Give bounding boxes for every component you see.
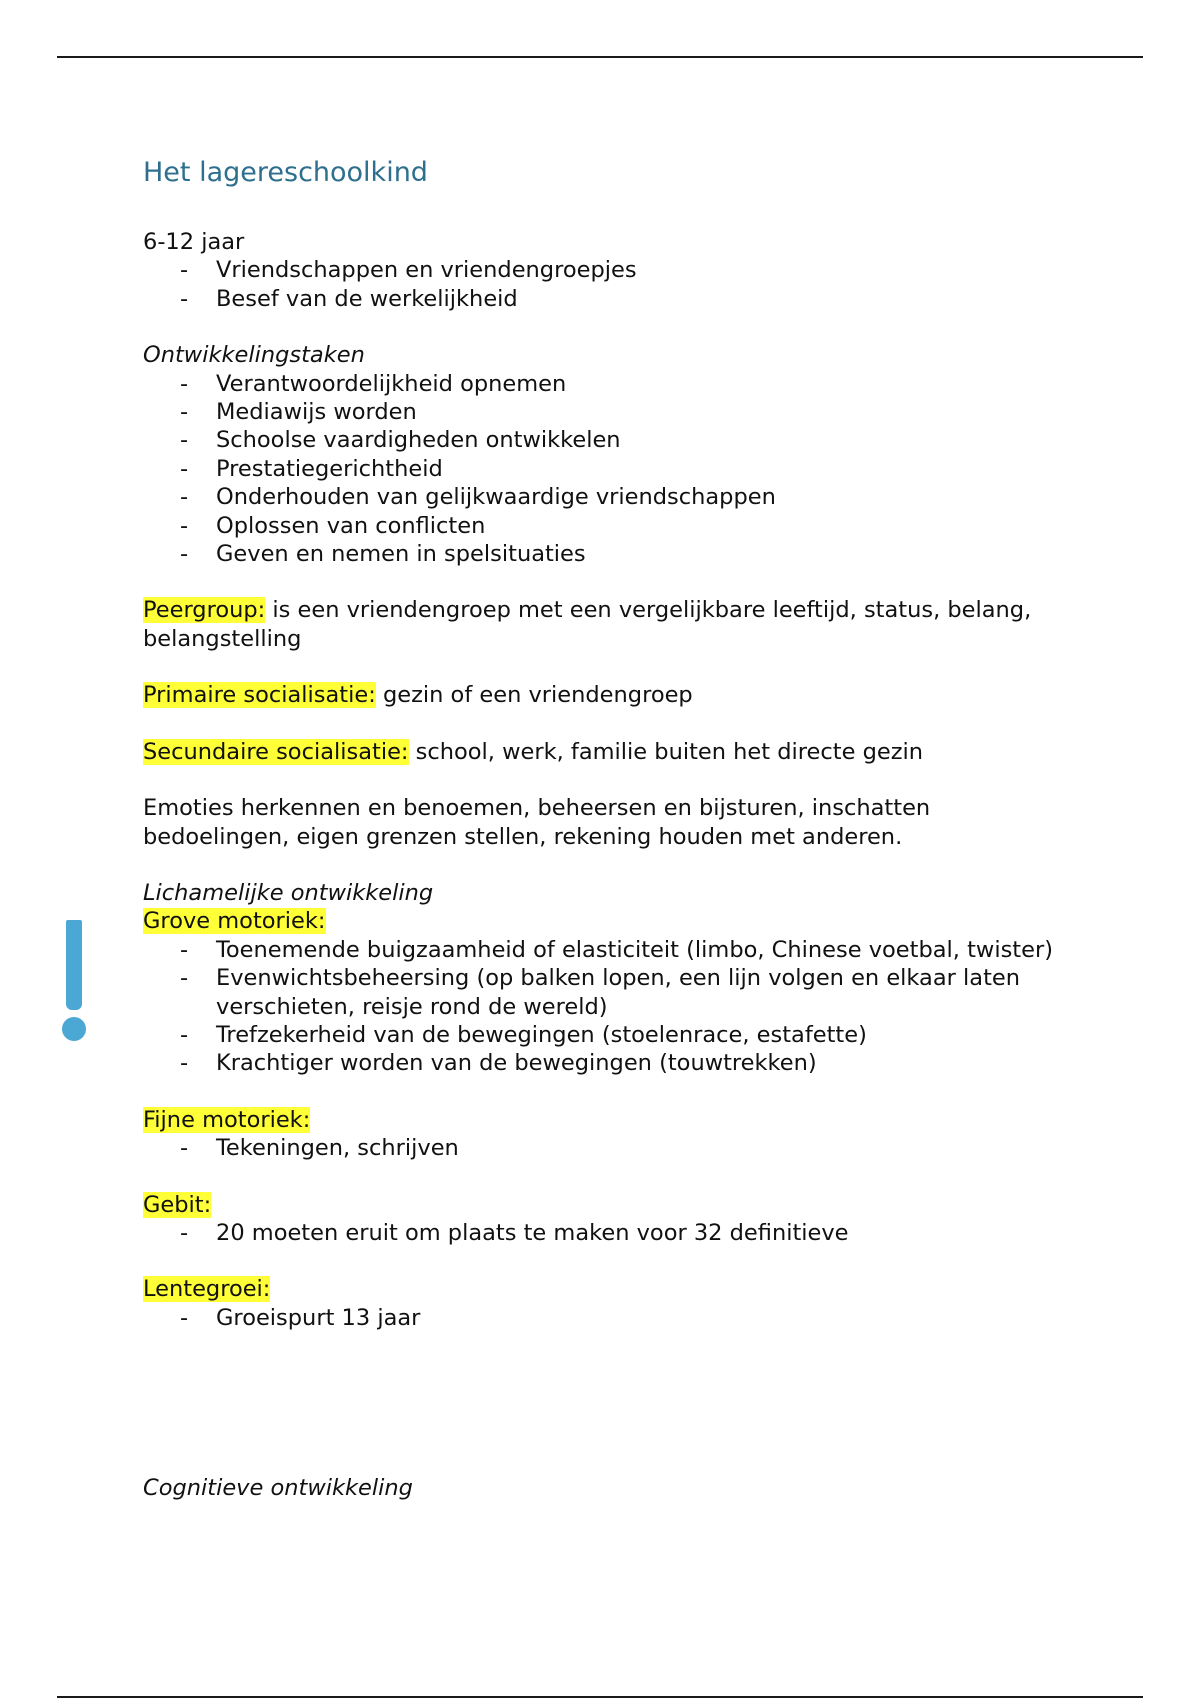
growth-list <box>143 1304 1063 1332</box>
footer-rule <box>57 1696 1143 1698</box>
highlighted-term: Grove motoriek: <box>143 908 326 935</box>
list-item: - Onderhouden van gelijkwaardige vriendschappen <box>143 483 1063 511</box>
list-item: - Toenemende buigzaamheid of elasticiteit (limbo, Chinese voetbal, twister) <box>143 936 1063 964</box>
list-item: - Schoolse vaardigheden ontwikkelen <box>143 426 1063 454</box>
highlighted-term: Primaire socialisatie: <box>143 682 376 709</box>
list-item: - Prestatiegerichtheid <box>143 455 1063 483</box>
age-range: 6-12 jaar <box>143 229 245 255</box>
emotions-paragraph: Emoties herkennen en benoemen, beheersen en bijsturen, inschatten bedoelingen, eigen grenzen stellen, rekening houden met anderen. <box>143 795 931 850</box>
growth-label <box>143 1275 1063 1303</box>
highlighted-term: Lentegroei: <box>143 1276 271 1303</box>
teeth-label <box>143 1191 1063 1219</box>
gross-motor-label <box>143 907 1063 935</box>
list-item: - Trefzekerheid van de bewegingen (stoelenrace, estafette) <box>143 1021 1063 1049</box>
list-item: - Mediawijs worden <box>143 398 1063 426</box>
tasks-heading: Ontwikkelingstaken <box>143 342 365 369</box>
highlighted-term: Secundaire socialisatie: <box>143 738 409 765</box>
tasks-list <box>143 370 1063 569</box>
highlighted-term: Gebit: <box>143 1191 212 1218</box>
fine-motor-label <box>143 1106 1063 1134</box>
list-item: - Oplossen van conflicten <box>143 512 1063 540</box>
list-item: - Groeispurt 13 jaar <box>143 1304 1063 1332</box>
definition-primary-socialisation <box>143 681 1063 709</box>
gross-motor-list <box>143 936 1063 1078</box>
highlighted-term: Fijne motoriek: <box>143 1106 311 1133</box>
cognitive-heading: Cognitieve ontwikkeling <box>143 1475 413 1502</box>
list-item: - 20 moeten eruit om plaats te maken voor 32 definitieve <box>143 1219 1063 1247</box>
document-body <box>143 154 1063 1503</box>
definition-text: school, werk, familie buiten het directe gezin <box>408 738 924 765</box>
age-list <box>143 256 1063 313</box>
teeth-list <box>143 1219 1063 1247</box>
list-item: - Besef van de werkelijkheid <box>143 285 1063 313</box>
highlighted-term: Peergroup: <box>143 597 266 624</box>
list-item: - Vriendschappen en vriendengroepjes <box>143 256 1063 284</box>
header-rule <box>57 56 1143 58</box>
list-item: - Geven en nemen in spelsituaties <box>143 540 1063 568</box>
page-title: Het lagereschoolkind <box>143 157 428 188</box>
definition-secondary-socialisation <box>143 738 1063 766</box>
definition-text: is een vriendengroep met een vergelijkbare leeftijd, status, belang, belangstelling <box>143 597 1032 652</box>
exclamation-icon <box>62 920 88 1045</box>
fine-motor-list <box>143 1134 1063 1162</box>
list-item: - Krachtiger worden van de bewegingen (touwtrekken) <box>143 1049 1063 1077</box>
list-item: - Evenwichtsbeheersing (op balken lopen, een lijn volgen en elkaar laten verschieten, reisje rond de wereld) <box>143 964 1063 1021</box>
list-item: - Verantwoordelijkheid opnemen <box>143 370 1063 398</box>
definition-text: gezin of een vriendengroep <box>375 682 693 709</box>
definition-peergroup <box>143 596 1063 653</box>
physical-heading: Lichamelijke ontwikkeling <box>143 879 434 906</box>
list-item: - Tekeningen, schrijven <box>143 1134 1063 1162</box>
